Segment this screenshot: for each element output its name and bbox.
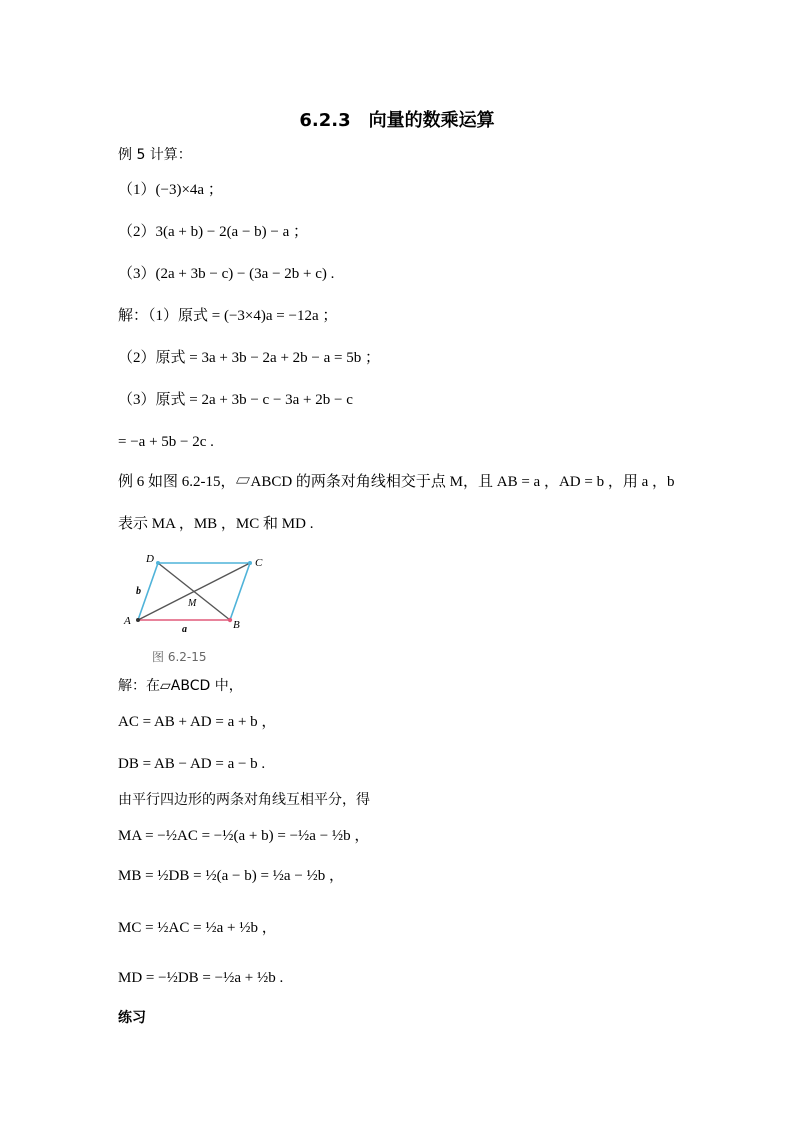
label-c: C bbox=[255, 557, 263, 569]
diagonal-db bbox=[158, 563, 230, 620]
point-b bbox=[228, 618, 232, 622]
label-a: A bbox=[124, 615, 131, 627]
figure-caption: 图 6.2-15 bbox=[152, 650, 207, 664]
solution5-line-1: 解：（1）原式 = (−3×4)a = −12a ； bbox=[118, 308, 338, 324]
solution6-bisect: 由平行四边形的两条对角线互相平分，得 bbox=[118, 792, 370, 808]
solution6-mb: MB = ½DB = ½(a − b) = ½a − ½b ， bbox=[118, 868, 345, 884]
page-title: 6.2.3 向量的数乘运算 bbox=[299, 110, 495, 131]
point-a bbox=[136, 618, 140, 622]
example5-heading: 例 5 计算： bbox=[118, 147, 192, 163]
solution5-line-4: = −a + 5b − 2c . bbox=[118, 434, 214, 450]
solution6-db: DB = AB − AD = a − b . bbox=[118, 756, 266, 772]
parallelogram-figure bbox=[118, 548, 278, 638]
solution5-line-3: （3）原式 = 2a + 3b − c − 3a + 2b − c bbox=[118, 392, 353, 408]
solution6-mc: MC = ½AC = ½a + ½b ， bbox=[118, 920, 277, 936]
solution6-ma: MA = −½AC = −½(a + b) = −½a − ½b ， bbox=[118, 828, 370, 844]
example6-line-2: 表示 MA ，MB ，MC 和 MD . bbox=[118, 516, 314, 532]
point-c bbox=[248, 561, 252, 565]
solution6-intro: 解：在▱ABCD 中， bbox=[118, 678, 243, 694]
label-vector-b: b bbox=[136, 586, 141, 597]
label-b: B bbox=[233, 619, 240, 631]
label-vector-a: a bbox=[182, 624, 187, 635]
example5-item-3: （3）(2a + 3b − c) − (3a − 2b + c) . bbox=[118, 266, 335, 282]
solution5-line-2: （2）原式 = 3a + 3b − 2a + 2b − a = 5b ； bbox=[118, 350, 380, 366]
solution6-md: MD = −½DB = −½a + ½b . bbox=[118, 970, 284, 986]
solution6-ac: AC = AB + AD = a + b ， bbox=[118, 714, 277, 730]
label-d: D bbox=[146, 553, 154, 565]
practice-heading: 练习 bbox=[118, 1010, 146, 1026]
label-m: M bbox=[188, 598, 197, 609]
example5-item-2: （2）3(a + b) − 2(a − b) − a ； bbox=[118, 224, 309, 240]
point-d bbox=[156, 561, 160, 565]
example5-item-1: （1）(−3)×4a ； bbox=[118, 182, 223, 198]
example6-line-1: 例 6 如图 6.2-15，▱ABCD 的两条对角线相交于点 M，且 AB = a ，AD = b ，用 a ，b bbox=[118, 474, 675, 490]
